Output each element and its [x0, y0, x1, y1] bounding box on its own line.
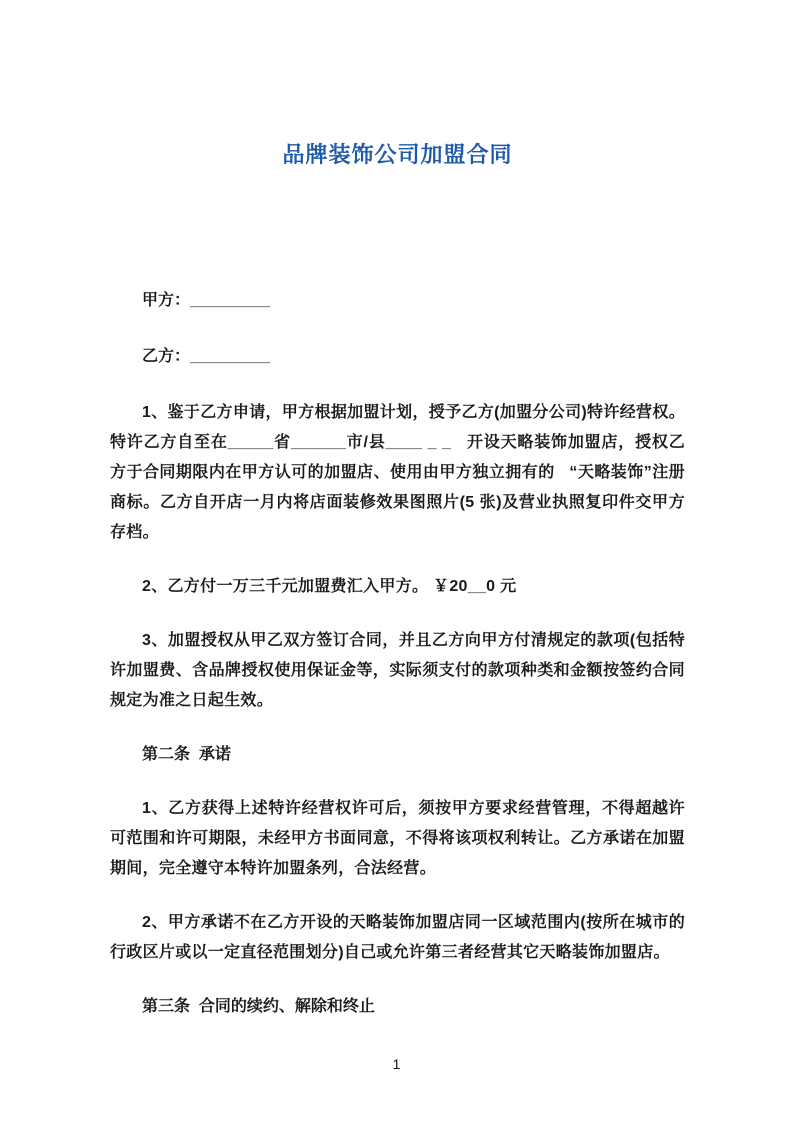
page-number: 1 [392, 1056, 401, 1072]
party-b-label: 乙方： [142, 348, 191, 365]
section-heading-article-2: 第二条 承诺 [142, 746, 231, 763]
paragraph-clause-3: 3、加盟授权从甲乙双方签订合同，并且乙方向甲方付清规定的款项(包括特许加盟费、含品牌授权使用保证金等，实际须支付的款项种类和金额按签约合同规定为准之日起生效。 [110, 632, 685, 709]
paragraph-clause-2: 2、乙方付一万三千元加盟费汇入甲方。 ￥20__0 元 [142, 578, 517, 595]
party-b-blank: _________ [190, 348, 271, 365]
party-b-line [110, 342, 685, 372]
page-title: 品牌装饰公司加盟合同 [282, 142, 513, 167]
party-a-blank: _________ [190, 292, 271, 309]
party-a-label: 甲方： [142, 292, 191, 309]
paragraph-clause-1: 1、鉴于乙方申请，甲方根据加盟计划，授予乙方(加盟分公司)特许经营权。特许乙方自至在_____省______市/县____ _ _ 开设天略装饰加盟店，授权乙方于合同期限内在甲方认可的加盟店、使用由甲方独立拥有的 “天略装饰”注册商标。乙方自开店一月内将店面装修效果图照片(5 张)及营业执照复印件交甲方存档。 [110, 404, 685, 541]
party-a-line [110, 286, 685, 316]
paragraph-article2-clause-1: 1、乙方获得上述特许经营权许可后，须按甲方要求经营管理，不得超越许可范围和许可期限，未经甲方书面同意，不得将该项权利转让。乙方承诺在加盟期间，完全遵守本特许加盟条列，合法经营。 [110, 800, 685, 877]
paragraph-article2-clause-2: 2、甲方承诺不在乙方开设的天略装饰加盟店同一区域范围内(按所在城市的行政区片或以一定直径范围划分)自己或允许第三者经营其它天略装饰加盟店。 [110, 914, 685, 961]
section-heading-article-3: 第三条 合同的续约、解除和终止 [142, 998, 375, 1015]
